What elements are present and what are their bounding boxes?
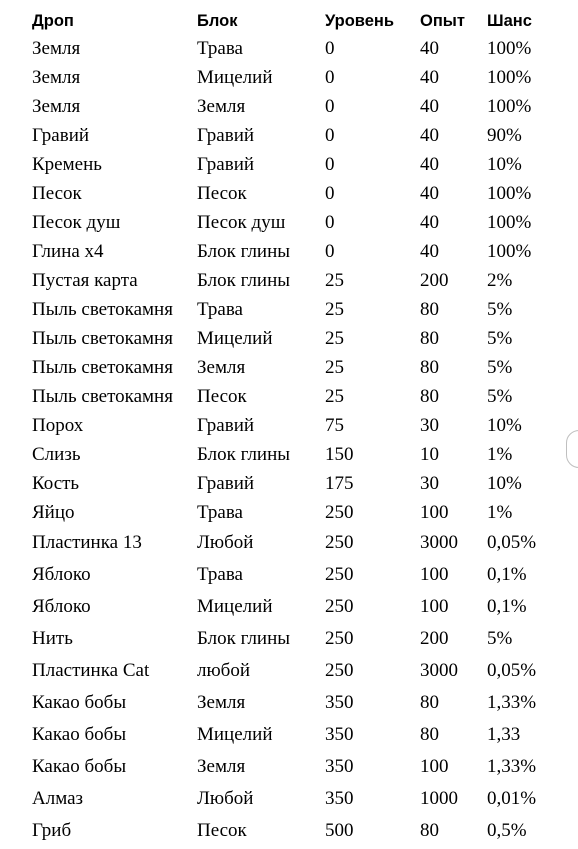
cell-xp: 200 — [420, 269, 449, 291]
cell-xp: 80 — [420, 820, 439, 841]
cell-level: 0 — [325, 153, 335, 175]
cell-level: 350 — [325, 724, 354, 745]
header-xp: Опыт — [420, 11, 465, 30]
table-row — [32, 121, 557, 150]
cell-drop: Земля — [32, 66, 81, 88]
cell-chance: 0,05% — [487, 660, 537, 681]
cell-chance: 100% — [487, 66, 532, 88]
cell-xp: 80 — [420, 298, 439, 320]
cell-block: Земля — [197, 95, 246, 117]
cell-block: Песок — [197, 820, 247, 841]
cell-xp: 100 — [420, 501, 449, 523]
header-level: Уровень — [325, 11, 395, 30]
cell-xp: 40 — [420, 211, 439, 233]
cell-level: 25 — [325, 327, 344, 349]
cell-level: 25 — [325, 385, 344, 407]
cell-chance: 0,1% — [487, 596, 527, 617]
cell-xp: 40 — [420, 66, 439, 88]
cell-level: 250 — [325, 628, 354, 649]
cell-xp: 80 — [420, 327, 439, 349]
cell-level: 0 — [325, 124, 335, 146]
table-row — [32, 498, 557, 527]
cell-drop: Песок — [32, 182, 82, 204]
table-row — [32, 208, 557, 237]
cell-level: 25 — [325, 298, 344, 320]
cell-xp: 100 — [420, 596, 449, 617]
cell-xp: 10 — [420, 443, 439, 465]
cell-block: Мицелий — [197, 596, 273, 617]
cell-xp: 30 — [420, 472, 439, 494]
cell-chance: 1,33% — [487, 756, 537, 777]
cell-level: 0 — [325, 37, 335, 59]
cell-chance: 0,01% — [487, 788, 537, 809]
cell-chance: 10% — [487, 414, 522, 436]
header-chance: Шанс — [487, 11, 532, 30]
table-row — [32, 655, 557, 687]
cell-block: Блок глины — [197, 240, 291, 262]
cell-chance: 1% — [487, 501, 513, 523]
cell-level: 350 — [325, 756, 354, 777]
cell-block: Песок душ — [197, 211, 286, 233]
cell-xp: 200 — [420, 628, 449, 649]
cell-chance: 0,05% — [487, 532, 537, 553]
cell-block: Земля — [197, 756, 246, 777]
cell-xp: 40 — [420, 37, 439, 59]
cell-block: Любой — [197, 532, 254, 553]
cell-xp: 40 — [420, 153, 439, 175]
cell-block: Мицелий — [197, 724, 273, 745]
cell-drop: Земля — [32, 95, 81, 117]
table-row — [32, 783, 557, 815]
cell-block: Песок — [197, 385, 247, 407]
cell-level: 350 — [325, 692, 354, 713]
cell-xp: 3000 — [420, 660, 458, 681]
cell-level: 150 — [325, 443, 354, 465]
table-row — [32, 63, 557, 92]
cell-level: 25 — [325, 356, 344, 378]
table-row — [32, 324, 557, 353]
table-row — [32, 469, 557, 498]
cell-drop: Какао бобы — [32, 724, 127, 745]
cell-block: Трава — [197, 37, 243, 59]
cell-level: 250 — [325, 564, 354, 585]
cell-xp: 30 — [420, 414, 439, 436]
cell-chance: 100% — [487, 37, 532, 59]
cell-block: Трава — [197, 501, 243, 523]
cell-xp: 100 — [420, 564, 449, 585]
cell-block: Блок глины — [197, 443, 291, 465]
cell-drop: Пыль светокамня — [32, 327, 173, 349]
cell-level: 0 — [325, 211, 335, 233]
cell-level: 500 — [325, 820, 354, 841]
cell-block: Трава — [197, 298, 243, 320]
cell-drop: Яблоко — [32, 564, 91, 585]
cell-drop: Пустая карта — [32, 269, 138, 291]
cell-chance: 100% — [487, 182, 532, 204]
cell-drop: Нить — [32, 628, 73, 649]
cell-drop: Земля — [32, 37, 81, 59]
cell-block: любой — [197, 660, 251, 681]
header-block: Блок — [197, 11, 238, 30]
table-row — [32, 623, 557, 655]
cell-drop: Какао бобы — [32, 756, 127, 777]
table-row — [32, 150, 557, 179]
cell-drop: Гравий — [32, 124, 90, 146]
cell-block: Мицелий — [197, 327, 273, 349]
table-row — [32, 237, 557, 266]
cell-drop: Алмаз — [32, 788, 84, 809]
cell-chance: 2% — [487, 269, 513, 291]
cell-block: Земля — [197, 692, 246, 713]
cell-xp: 80 — [420, 356, 439, 378]
cell-chance: 100% — [487, 240, 532, 262]
table-row — [32, 295, 557, 324]
cell-block: Гравий — [197, 124, 255, 146]
cell-level: 0 — [325, 240, 335, 262]
cell-drop: Яйцо — [32, 501, 75, 523]
header-drop: Дроп — [32, 11, 74, 30]
cell-chance: 100% — [487, 211, 532, 233]
table-row — [32, 815, 557, 847]
cell-chance: 5% — [487, 356, 513, 378]
cell-drop: Яблоко — [32, 596, 91, 617]
cell-block: Блок глины — [197, 269, 291, 291]
cell-chance: 5% — [487, 298, 513, 320]
cell-drop: Слизь — [32, 443, 81, 465]
cell-block: Земля — [197, 356, 246, 378]
cell-chance: 10% — [487, 472, 522, 494]
cell-chance: 90% — [487, 124, 522, 146]
cell-drop: Песок душ — [32, 211, 121, 233]
cell-chance: 5% — [487, 385, 513, 407]
cell-block: Трава — [197, 564, 243, 585]
cell-chance: 1% — [487, 443, 513, 465]
table-row — [32, 559, 557, 591]
table-row — [32, 92, 557, 121]
cell-xp: 3000 — [420, 532, 458, 553]
cell-block: Любой — [197, 788, 254, 809]
cell-xp: 80 — [420, 692, 439, 713]
cell-chance: 5% — [487, 628, 513, 649]
cell-drop: Кремень — [32, 153, 102, 175]
cell-level: 25 — [325, 269, 344, 291]
cell-drop: Какао бобы — [32, 692, 127, 713]
cell-level: 0 — [325, 95, 335, 117]
table-row — [32, 266, 557, 295]
table-row — [32, 353, 557, 382]
cell-level: 0 — [325, 182, 335, 204]
table-row — [32, 751, 557, 783]
cell-xp: 40 — [420, 182, 439, 204]
side-scroll-tab[interactable] — [566, 430, 578, 468]
cell-xp: 80 — [420, 724, 439, 745]
table-row — [32, 527, 557, 559]
table-row — [32, 719, 557, 751]
cell-drop: Пыль светокамня — [32, 298, 173, 320]
cell-chance: 0,1% — [487, 564, 527, 585]
cell-block: Песок — [197, 182, 247, 204]
cell-drop: Кость — [32, 472, 80, 494]
table-header-row — [32, 8, 557, 34]
cell-xp: 40 — [420, 124, 439, 146]
table-row — [32, 411, 557, 440]
cell-level: 250 — [325, 596, 354, 617]
cell-block: Гравий — [197, 414, 255, 436]
cell-chance: 100% — [487, 95, 532, 117]
cell-xp: 80 — [420, 385, 439, 407]
cell-drop: Глина x4 — [32, 240, 104, 262]
cell-level: 250 — [325, 532, 354, 553]
table-row — [32, 591, 557, 623]
cell-block: Гравий — [197, 472, 255, 494]
table-row — [32, 382, 557, 411]
cell-drop: Гриб — [32, 820, 72, 841]
cell-xp: 1000 — [420, 788, 458, 809]
cell-level: 250 — [325, 660, 354, 681]
cell-drop: Пластинка 13 — [32, 532, 142, 553]
cell-block: Блок глины — [197, 628, 291, 649]
cell-block: Гравий — [197, 153, 255, 175]
cell-level: 250 — [325, 501, 354, 523]
cell-chance: 0,5% — [487, 820, 527, 841]
drop-table — [32, 8, 557, 847]
cell-chance: 1,33% — [487, 692, 537, 713]
cell-chance: 5% — [487, 327, 513, 349]
table-row — [32, 687, 557, 719]
cell-xp: 40 — [420, 240, 439, 262]
cell-chance: 10% — [487, 153, 522, 175]
cell-drop: Пыль светокамня — [32, 356, 173, 378]
cell-level: 0 — [325, 66, 335, 88]
table-row — [32, 34, 557, 63]
cell-level: 175 — [325, 472, 354, 494]
cell-drop: Пластинка Cat — [32, 660, 150, 681]
cell-chance: 1,33 — [487, 724, 521, 745]
cell-block: Мицелий — [197, 66, 273, 88]
table-row — [32, 179, 557, 208]
cell-xp: 40 — [420, 95, 439, 117]
table-row — [32, 440, 557, 469]
cell-drop: Порох — [32, 414, 84, 436]
cell-level: 75 — [325, 414, 344, 436]
cell-drop: Пыль светокамня — [32, 385, 173, 407]
cell-level: 350 — [325, 788, 354, 809]
cell-xp: 100 — [420, 756, 449, 777]
